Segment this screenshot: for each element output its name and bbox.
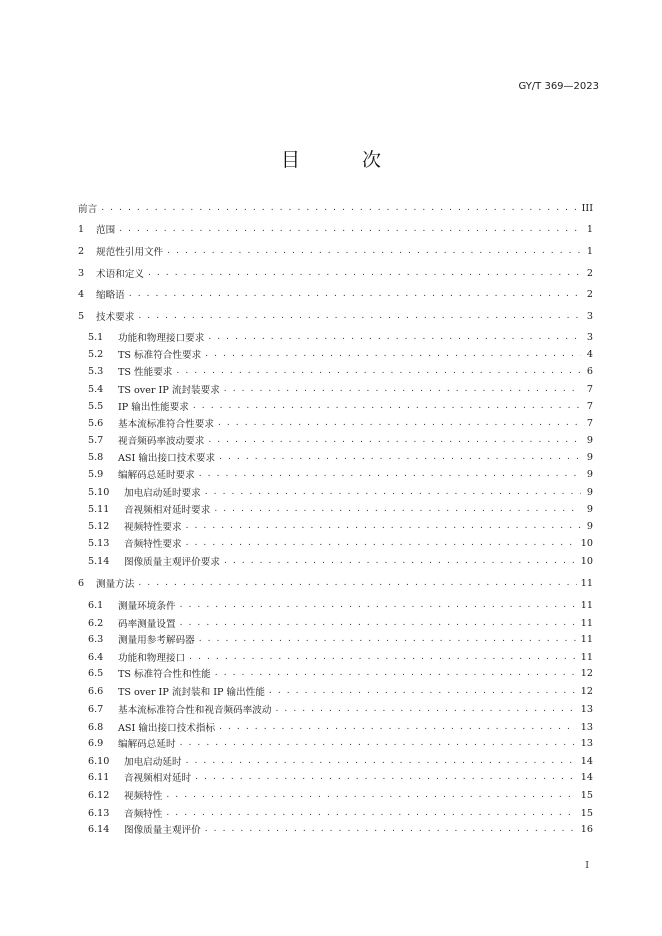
toc-leader-dots <box>218 418 581 428</box>
toc-entry-number: 6.3 <box>88 633 104 645</box>
toc-entry-title: 码率测量设置 <box>118 619 176 630</box>
toc-entry[interactable] <box>78 287 593 301</box>
toc-entry[interactable] <box>78 309 593 323</box>
toc-entry-title: 缩略语 <box>96 290 125 301</box>
toc-entry-page: 12 <box>580 685 593 697</box>
toc-leader-dots <box>269 686 577 696</box>
toc-entry-number: 6.14 <box>88 823 110 835</box>
toc-entry-number: 5.12 <box>88 520 110 532</box>
toc-entry[interactable] <box>88 702 593 716</box>
toc-entry-title: 音频特性要求 <box>124 539 182 550</box>
toc-entry[interactable] <box>88 347 593 361</box>
toc-leader-dots <box>219 452 581 462</box>
toc-entry[interactable] <box>88 770 593 784</box>
toc-entry-page: 15 <box>580 789 593 801</box>
toc-entry-title: 音视频相对延时 <box>124 773 192 784</box>
toc-entry-page: 6 <box>586 365 593 377</box>
toc-entry-page: 7 <box>586 383 593 395</box>
toc-leader-dots <box>186 521 581 531</box>
page-title: 目 次 <box>280 149 410 171</box>
toc-entry-title: 视频特性 <box>124 791 163 802</box>
toc-entry-title: 基本流标准符合性要求 <box>118 419 214 430</box>
toc-leader-dots <box>219 722 577 732</box>
toc-entry-title: 加电启动延时 <box>124 757 182 768</box>
toc-entry-number: 6.4 <box>88 651 104 663</box>
toc-entry-number: 5.9 <box>88 468 104 480</box>
toc-entry-page: 9 <box>586 468 593 480</box>
toc-entry-title: 测量用参考解码器 <box>118 635 195 646</box>
toc-leader-dots <box>166 790 576 800</box>
toc-entry-page: 11 <box>580 617 593 629</box>
toc-leader-dots <box>186 756 577 766</box>
toc-entry[interactable] <box>88 720 593 734</box>
toc-entry[interactable] <box>88 554 593 568</box>
toc-entry-number: 4 <box>78 288 85 300</box>
toc-leader-dots <box>205 824 577 834</box>
toc-entry-page: 14 <box>580 771 593 783</box>
toc-leader-dots <box>148 268 581 278</box>
toc-leader-dots <box>199 634 577 644</box>
toc-entry-title: ASI 输出接口技术指标 <box>118 723 216 734</box>
toc-entry-page: 14 <box>580 755 593 767</box>
toc-entry[interactable] <box>78 244 593 258</box>
toc-entry-number: 5.3 <box>88 365 104 377</box>
toc-leader-dots <box>195 772 577 782</box>
toc-entry-page: 10 <box>580 555 593 567</box>
toc-entry-page: 2 <box>586 267 593 279</box>
toc-entry-page: 11 <box>580 651 593 663</box>
toc-entry[interactable] <box>78 576 593 590</box>
toc-entry-page: 11 <box>580 577 593 589</box>
toc-entry-title: 术语和定义 <box>96 269 144 280</box>
toc-entry-title: 基本流标准符合性和视音频码率波动 <box>118 705 272 716</box>
toc-entry[interactable] <box>88 330 593 344</box>
toc-entry[interactable] <box>88 467 593 481</box>
toc-leader-dots <box>138 311 581 321</box>
toc-entry-number: 6.12 <box>88 789 110 801</box>
toc-leader-dots <box>101 203 577 213</box>
toc-leader-dots <box>224 556 577 566</box>
toc-entry[interactable] <box>88 754 593 768</box>
toc-entry-page: 13 <box>580 721 593 733</box>
toc-entry[interactable] <box>88 485 593 499</box>
toc-entry-page: 7 <box>586 417 593 429</box>
toc-entry[interactable] <box>88 666 593 680</box>
toc-entry-number: 5.8 <box>88 451 104 463</box>
toc-entry-number: 5.10 <box>88 486 110 498</box>
toc-entry-title: TS 标准符合性要求 <box>118 350 202 361</box>
toc-leader-dots <box>214 504 581 514</box>
toc-entry-title: 范围 <box>96 225 116 236</box>
toc-entry-number: 5.5 <box>88 400 104 412</box>
toc-entry-title: TS over IP 流封装要求 <box>118 385 220 396</box>
toc-leader-dots <box>199 469 581 479</box>
toc-entry[interactable] <box>88 450 593 464</box>
page-number: I <box>585 860 589 871</box>
toc-leader-dots <box>205 487 581 497</box>
toc-entry-title: 测量环境条件 <box>118 601 176 612</box>
toc-entry-number: 3 <box>78 267 85 279</box>
toc-leader-dots <box>193 401 581 411</box>
toc-entry-page: 11 <box>580 633 593 645</box>
toc-entry-number: 5.13 <box>88 537 110 549</box>
toc-entry-page: III <box>581 202 593 214</box>
toc-entry-title: 视音频码率波动要求 <box>118 436 205 447</box>
toc-entry[interactable] <box>88 684 593 698</box>
standard-code: GY/T 369—2023 <box>518 81 599 92</box>
toc-entry-title: TS 标准符合性和性能 <box>118 669 211 680</box>
toc-entry[interactable] <box>88 650 593 664</box>
toc-entry-page: 4 <box>586 348 593 360</box>
toc-entry-title: 音视频相对延时要求 <box>124 505 211 516</box>
toc-entry-number: 6.5 <box>88 667 104 679</box>
toc-entry[interactable] <box>88 536 593 550</box>
toc-entry-number: 5.1 <box>88 331 104 343</box>
toc-entry-number: 6.6 <box>88 685 104 697</box>
toc-leader-dots <box>138 578 576 588</box>
toc-entry-number: 6.10 <box>88 755 110 767</box>
toc-entry-number: 5.11 <box>88 503 110 515</box>
toc-leader-dots <box>189 652 577 662</box>
toc-leader-dots <box>208 435 581 445</box>
toc-entry-title: TS over IP 流封装和 IP 输出性能 <box>118 687 265 698</box>
toc-entry-title: 规范性引用文件 <box>96 247 164 258</box>
toc-entry-title: 音频特性 <box>124 809 163 820</box>
toc-leader-dots <box>167 246 581 256</box>
toc-leader-dots <box>215 668 577 678</box>
toc-entry-page: 15 <box>580 807 593 819</box>
toc-entry-title: 图像质量主观评价 <box>124 825 201 836</box>
toc-entry-page: 9 <box>586 486 593 498</box>
toc-leader-dots <box>180 600 577 610</box>
toc-entry-page: 3 <box>586 331 593 343</box>
toc-entry-title: ASI 输出接口技术要求 <box>118 453 216 464</box>
toc-entry[interactable] <box>88 616 593 630</box>
toc-entry[interactable] <box>88 502 593 516</box>
toc-entry-page: 9 <box>586 434 593 446</box>
toc-entry[interactable] <box>88 399 593 413</box>
toc-leader-dots <box>186 538 577 548</box>
toc-entry-number: 6.2 <box>88 617 104 629</box>
toc-entry-number: 6 <box>78 577 85 589</box>
toc-entry-page: 9 <box>586 520 593 532</box>
toc-entry-number: 5.4 <box>88 383 104 395</box>
toc-entry-title: 前言 <box>78 204 98 215</box>
toc-entry-page: 13 <box>580 703 593 715</box>
toc-entry-title: 图像质量主观评价要求 <box>124 557 220 568</box>
toc-entry-page: 7 <box>586 400 593 412</box>
toc-leader-dots <box>208 332 581 342</box>
toc-leader-dots <box>119 224 581 234</box>
toc-entry-number: 5 <box>78 310 85 322</box>
toc-leader-dots <box>180 618 577 628</box>
toc-entry-title: 编解码总延时 <box>118 739 176 750</box>
toc-entry-number: 1 <box>78 223 85 235</box>
toc-entry-number: 6.11 <box>88 771 110 783</box>
toc-entry-title: 功能和物理接口要求 <box>118 333 205 344</box>
toc-entry-page: 9 <box>586 451 593 463</box>
toc-entry-page: 12 <box>580 667 593 679</box>
toc-entry-title: 编解码总延时要求 <box>118 470 195 481</box>
toc-entry-number: 6.13 <box>88 807 110 819</box>
toc-leader-dots <box>176 366 581 376</box>
toc-entry-page: 9 <box>586 503 593 515</box>
toc-entry-number: 6.7 <box>88 703 104 715</box>
toc-entry-title: 功能和物理接口 <box>118 653 186 664</box>
toc-entry[interactable] <box>88 519 593 533</box>
toc-entry-title: 测量方法 <box>96 579 135 590</box>
toc-entry[interactable] <box>88 433 593 447</box>
toc-entry-title: TS 性能要求 <box>118 367 173 378</box>
toc-entry-number: 6.1 <box>88 599 104 611</box>
toc-entry-number: 5.2 <box>88 348 104 360</box>
toc-entry[interactable] <box>88 416 593 430</box>
toc-entry-number: 5.7 <box>88 434 104 446</box>
toc-entry-page: 10 <box>580 537 593 549</box>
toc-leader-dots <box>166 808 576 818</box>
toc-entry-title: 视频特性要求 <box>124 522 182 533</box>
toc-leader-dots <box>276 704 577 714</box>
toc-entry[interactable] <box>88 736 593 750</box>
toc-entry[interactable] <box>88 382 593 396</box>
toc-entry-title: 加电启动延时要求 <box>124 488 201 499</box>
toc-entry[interactable] <box>78 266 593 280</box>
toc-entry[interactable] <box>88 364 593 378</box>
toc-leader-dots <box>129 289 581 299</box>
toc-entry[interactable] <box>88 788 593 802</box>
toc-entry[interactable] <box>88 598 593 612</box>
toc-entry[interactable] <box>78 201 593 215</box>
toc-entry-number: 6.8 <box>88 721 104 733</box>
toc-entry-page: 1 <box>586 245 593 257</box>
toc-entry-page: 2 <box>586 288 593 300</box>
toc-entry-page: 13 <box>580 737 593 749</box>
toc-entry-page: 3 <box>586 310 593 322</box>
toc-entry-page: 16 <box>580 823 593 835</box>
toc-entry-title: IP 输出性能要求 <box>118 402 189 413</box>
toc-entry-page: 1 <box>586 223 593 235</box>
toc-entry-title: 技术要求 <box>96 312 135 323</box>
toc-entry[interactable] <box>88 806 593 820</box>
toc-leader-dots <box>224 384 581 394</box>
toc-entry-page: 11 <box>580 599 593 611</box>
toc-entry-number: 6.9 <box>88 737 104 749</box>
toc-entry-number: 2 <box>78 245 85 257</box>
toc-leader-dots <box>180 738 577 748</box>
toc-entry[interactable] <box>88 632 593 646</box>
toc-entry-number: 5.14 <box>88 555 110 567</box>
toc-leader-dots <box>205 349 581 359</box>
toc-entry[interactable] <box>88 822 593 836</box>
toc-entry[interactable] <box>78 222 593 236</box>
toc-entry-number: 5.6 <box>88 417 104 429</box>
